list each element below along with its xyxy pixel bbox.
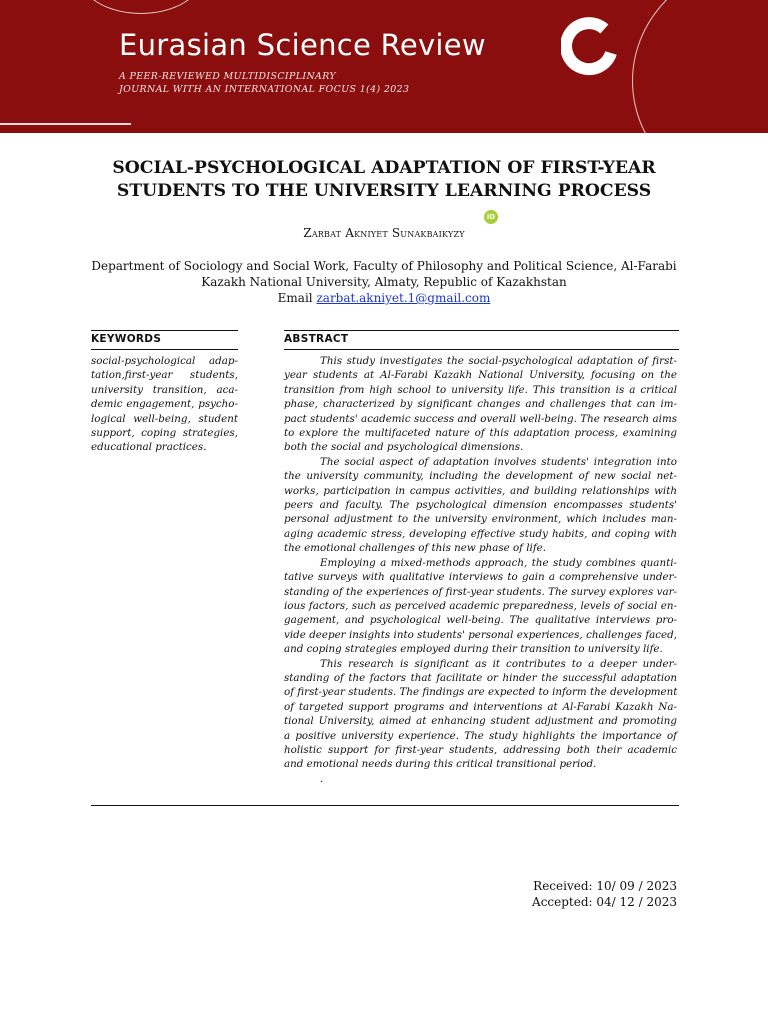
abstract-line: ious factors, such as perceived academic preparedness, levels of social en- (284, 599, 677, 612)
keyword-line: demic engagement, psycho- (91, 398, 238, 411)
abstract-line: tional University, aimed at enhancing student adjustment and promoting (284, 715, 677, 728)
orcid-icon[interactable]: iD (484, 210, 498, 224)
abstract-line: personal adjustment to the university environment, which includes man- (284, 513, 677, 526)
abstract-line: of targeted support programs and interventions at Al-Farabi Kazakh Na- (284, 700, 677, 713)
accepted-date: Accepted: 04/ 12 / 2023 (532, 895, 677, 909)
journal-title: Eurasian Science Review (119, 28, 486, 62)
abstract-line: and coping strategies employed during their transition to university life. (284, 643, 663, 656)
abstract-line: tative surveys with qualitative interviews to gain a comprehensive under- (284, 571, 677, 584)
abstract-line: of first-year students. The findings are expected to inform the development (284, 686, 678, 699)
keywords-heading: KEYWORDS (91, 333, 162, 345)
article-title (60, 157, 708, 203)
abstract-line: to explore the multifaceted nature of this adaptation process, examining (284, 427, 677, 440)
decorative-arc (632, 0, 768, 133)
keyword-line: educational practices. (91, 441, 207, 454)
abstract-line: peers and faculty. The psychological dimension encompasses students' (284, 499, 677, 512)
email-line (40, 290, 728, 306)
abstract-line: transition from high school to university life. This transition is a critical (284, 383, 677, 396)
keywords-header-rule (91, 349, 238, 350)
abstract-line: pact students' academic success and overall well-being. The research aims (284, 412, 677, 425)
abstract-line: works, participation in campus activities, and building relationships with (284, 484, 677, 497)
article-title-line: STUDENTS TO THE UNIVERSITY LEARNING PROCESS (116, 181, 652, 201)
abstract-bottom-rule (91, 805, 679, 806)
abstract-line: Employing a mixed-methods approach, the study combines quanti- (320, 556, 677, 569)
article-title-line: SOCIAL-PSYCHOLOGICAL ADAPTATION OF FIRST-YEAR (112, 158, 656, 178)
abstract-line: phase, characterized by significant changes and challenges that can im- (284, 398, 677, 411)
abstract-line: and emotional needs during this critical transitional period. (284, 758, 597, 771)
abstract-heading: ABSTRACT (284, 333, 349, 345)
abstract-line: year students at Al-Farabi Kazakh National University, focusing on the (284, 369, 677, 382)
journal-subtitle (119, 70, 449, 96)
abstract-line: a positive university experience. The study highlights the importance of (284, 729, 677, 742)
decorative-arc (80, 0, 202, 14)
abstract-line: both the social and psychological dimensions. (284, 441, 524, 454)
abstract-line: holistic support for first-year students, addressing both their academic (284, 743, 677, 756)
abstract-line: vide deeper insights into students' personal experiences, challenges faced, (284, 628, 677, 641)
keyword-line: logical well-being, student (91, 412, 238, 425)
email-label: Email (277, 291, 313, 305)
author-affiliation (40, 258, 728, 306)
email-link[interactable]: zarbat.akniyet.1@gmail.com (316, 291, 491, 305)
affiliation-line: Department of Sociology and Social Work, Faculty of Philosophy and Political Science, Al-Farabi (91, 259, 677, 273)
received-date: Received: 10/ 09 / 2023 (533, 879, 677, 893)
abstract-line: the emotional challenges of this new phase of life. (284, 542, 547, 555)
abstract-top-rule (284, 330, 679, 331)
journal-header-banner (0, 0, 768, 133)
keywords-top-rule (91, 330, 238, 331)
affiliation-line: Kazakh National University, Almaty, Republic of Kazakhstan (201, 275, 567, 289)
author-name: Zarbat Akniyet Sunakbaikyzy (303, 226, 465, 240)
header-underline (0, 123, 131, 125)
journal-logo-icon (561, 17, 621, 77)
abstract-line: the university community, including the development of new social net- (284, 470, 677, 483)
abstract-line: This research is significant as it contributes to a deeper under- (320, 657, 677, 670)
abstract-header-rule (284, 349, 679, 350)
keyword-line: support, coping strategies, (91, 427, 238, 440)
abstract-line: This study investigates the social-psychological adaptation of first- (320, 355, 677, 367)
keyword-line: social-psychological adap- (91, 355, 238, 367)
keywords-list (91, 354, 238, 455)
journal-subtitle-line: JOURNAL WITH AN INTERNATIONAL FOCUS 1(4) 2023 (119, 84, 410, 95)
submission-dates (460, 878, 677, 910)
abstract-line: The social aspect of adaptation involves students' integration into (320, 455, 677, 468)
keyword-line: tation,first-year students, (91, 369, 238, 382)
abstract-line: standing of the factors that facilitate or hinder the successful adaptation (284, 671, 677, 684)
journal-subtitle-line: A PEER-REVIEWED MULTIDISCIPLINARY (119, 71, 336, 82)
abstract-trailing-mark: . (320, 772, 324, 785)
abstract-line: gagement, and psychological well-being. The qualitative interviews pro- (284, 614, 677, 627)
abstract-line: aging academic stress, developing effective study habits, and coping with (284, 527, 677, 540)
abstract-body (284, 354, 677, 786)
keyword-line: university transition, aca- (91, 383, 238, 396)
abstract-line: standing of the experiences of first-year students. The survey explores var- (284, 585, 677, 598)
